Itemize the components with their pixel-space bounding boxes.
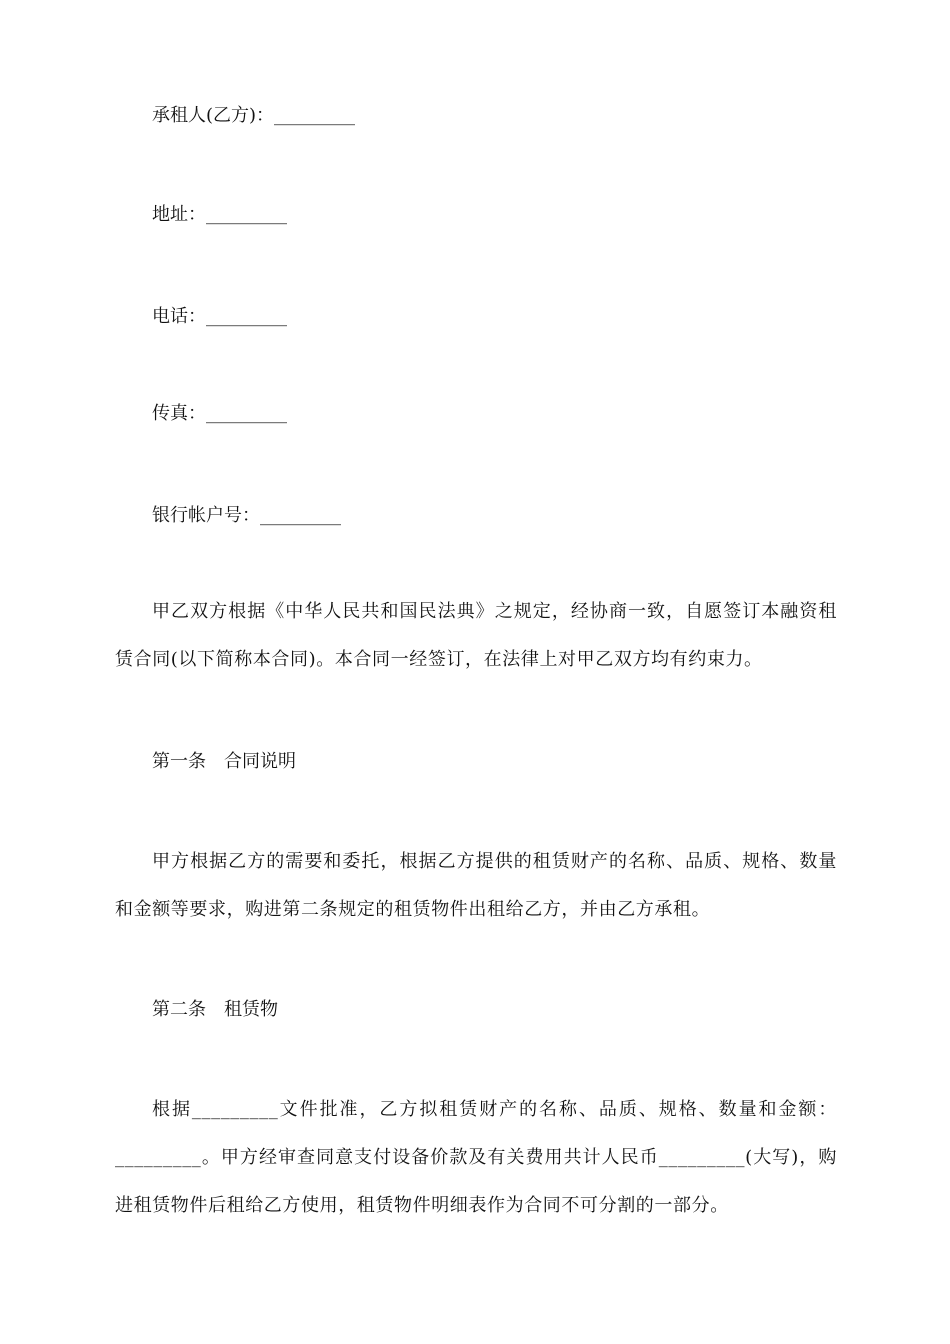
intro-paragraph: 甲乙双方根据《中华人民共和国民法典》之规定，经协商一致，自愿签订本融资租赁合同(以下简称本合同)。本合同一经签订，在法律上对甲乙双方均有约束力。 (115, 601, 837, 670)
article1-heading: 第一条 合同说明 (152, 751, 296, 772)
address-field: 地址：_________ (152, 204, 287, 225)
lessee-field: 承租人(乙方)：_________ (152, 105, 356, 126)
article2-heading: 第二条 租赁物 (152, 999, 278, 1020)
article2-body: 根据_________文件批准，乙方拟租赁财产的名称、品质、规格、数量和金额：_________。甲方经审查同意支付设备价款及有关费用共计人民币_________(大写)，购进租赁物件后租给乙方使用，租赁物件明细表作为合同不可分割的一部分。 (115, 1099, 837, 1216)
fax-field: 传真：_________ (152, 403, 287, 424)
article1-body: 甲方根据乙方的需要和委托，根据乙方提供的租赁财产的名称、品质、规格、数量和金额等要求，购进第二条规定的租赁物件出租给乙方，并由乙方承租。 (115, 851, 837, 920)
bank-account-field: 银行帐户号：_________ (152, 505, 341, 526)
phone-field: 电话：_________ (152, 306, 287, 327)
